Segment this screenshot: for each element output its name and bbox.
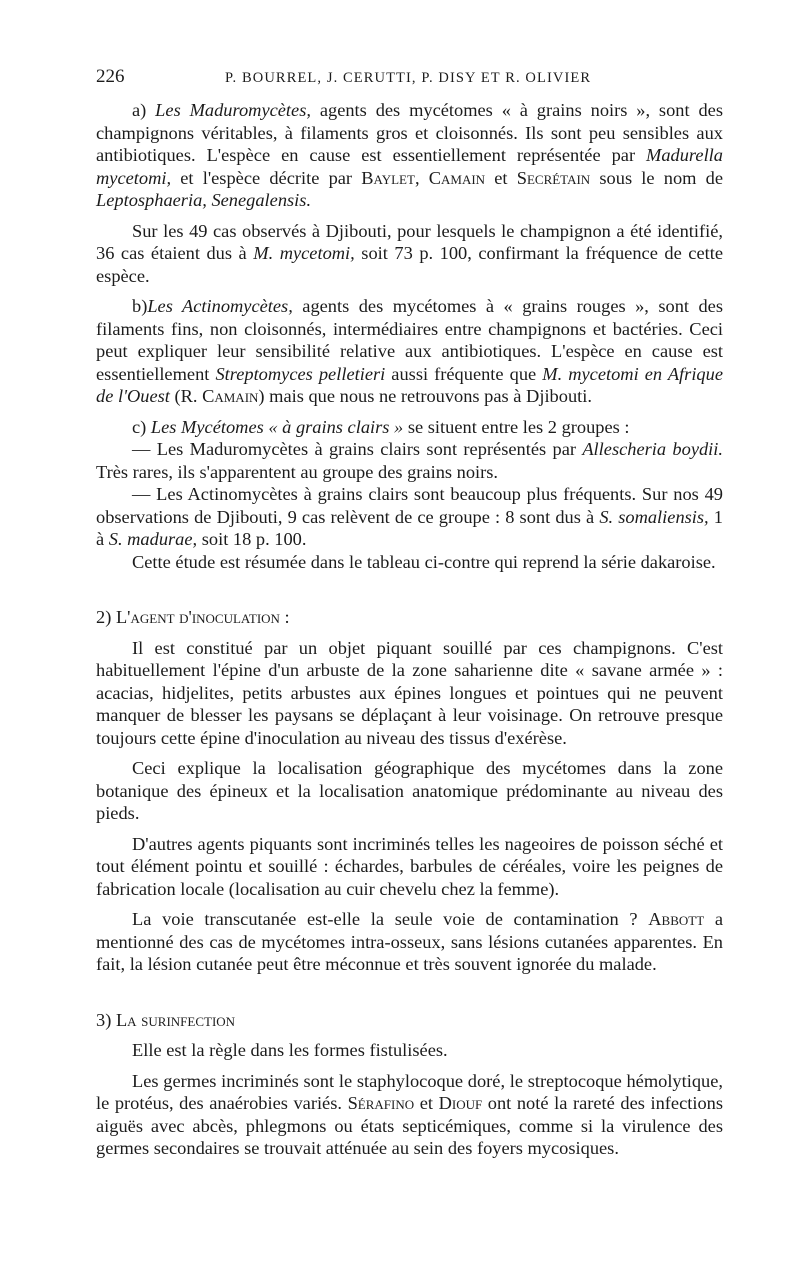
- text-run: agents des mycétomes « à grains noirs », sont des champignons véritables, à filaments gros et cloisonnés. Ils sont peu sensibles aux antibiotiques. L'espèce en cause est essentiellement représentée par: [96, 100, 723, 165]
- text-run: et: [414, 1093, 439, 1113]
- section-heading-text: L'agent d'inoculation :: [115, 607, 290, 627]
- section-heading-surinfection: [96, 1009, 723, 1032]
- text-run: aussi fréquente que: [385, 363, 543, 384]
- author-name: Diouf: [438, 1093, 483, 1113]
- paragraph-grains-clairs: [96, 416, 723, 439]
- species-name: S. madurae,: [108, 529, 198, 549]
- text-run: — Les Maduromycètes à grains clairs sont représentés par: [132, 439, 583, 459]
- section-b-title: Les Actinomycètes,: [147, 296, 293, 316]
- section-b-label: b): [132, 296, 148, 316]
- species-name: S. somaliensis,: [599, 506, 709, 527]
- author-name: Abbott: [648, 909, 705, 929]
- text-run: La voie transcutanée est-elle la seule voie de contamination ?: [132, 909, 649, 929]
- section-a-label: a): [132, 100, 147, 120]
- paragraph-summary: Cette étude est résumée dans le tableau ci-contre qui reprend la série dakaroise.: [132, 551, 716, 572]
- paragraph-maduromycetes: [96, 99, 723, 212]
- text-run: et l'espèce décrite par: [171, 167, 362, 188]
- paragraph-surinfection-1: Elle est la règle dans les formes fistulisées.: [132, 1040, 448, 1060]
- author-name: Camain: [428, 167, 486, 188]
- text-run: soit 73 p. 100, confirmant la fréquence de cette espèce.: [96, 243, 723, 286]
- text-run: agents des mycétomes à « grains rouges », sont des filaments fins, non cloisonnés, intermédiaires entre champignons et bactéries. Ceci peut expliquer leur sensibilité relative aux antibiotiques. L'espèce en cause est essentiellement: [96, 296, 723, 384]
- species-name: Streptomyces pelletieri: [215, 363, 386, 384]
- text-run: et: [485, 167, 517, 188]
- species-name: M. mycetomi en Afrique de l'Ouest: [96, 363, 723, 406]
- text-run: a mentionné des cas de mycétomes intra-osseux, sans lésions cutanées apparentes. En fait, la lésion cutanée peut être méconnue et très souvent ignorée du malade.: [96, 909, 723, 974]
- text-run: sous le nom de: [590, 167, 724, 188]
- species-name: Madurella mycetomi,: [96, 145, 723, 188]
- text-run: ) mais que nous ne retrouvons pas à Djibouti.: [258, 386, 592, 406]
- text-run: — Les Actinomycètes à grains clairs sont beaucoup plus fréquents. Sur nos 49 observations de Djibouti, 9 cas relèvent de ce groupe : 8 sont dus à: [96, 484, 723, 527]
- author-name: Camain: [202, 386, 259, 406]
- species-name: M. mycetomi,: [253, 243, 355, 263]
- section-number: 3): [96, 1009, 112, 1030]
- paragraph-inoculation-3: D'autres agents piquants sont incriminés telles les nageoires de poisson séché et tout élément pointu et souillé : échardes, barbules de céréales, voire les peignes de fabrication locale (localisation au cuir chevelu chez la femme).: [96, 833, 723, 899]
- paragraph-djibouti-cases: [96, 220, 723, 288]
- text-run: se situent entre les 2 groupes :: [403, 416, 630, 437]
- section-c-label: c): [132, 416, 147, 437]
- text-run: 1 à: [96, 506, 723, 549]
- paragraph-inoculation-2: Ceci explique la localisation géographique des mycétomes dans la zone botanique des épineux et la localisation anatomique prédominante au niveau des pieds.: [96, 758, 723, 823]
- text-run: ont noté la rareté des infections aiguës avec abcès, phlegmons ou états septicémiques, comme si la virulence des germes secondaires se trouvait atténuée au sein des foyers mycosiques.: [96, 1093, 723, 1158]
- section-a-title: Les Maduromycètes,: [155, 100, 311, 120]
- list-item-maduromycetes-clairs: [96, 438, 723, 483]
- author-name: Baylet: [361, 167, 415, 188]
- text-run: ,: [414, 167, 429, 188]
- section-number: 2): [96, 607, 112, 627]
- section-heading-inoculation: [96, 606, 723, 629]
- author-name: Secrétain: [516, 167, 591, 188]
- running-head: P. BOURREL, J. CERUTTI, P. DISY ET R. OLIVIER: [225, 70, 592, 86]
- paragraph-inoculation-4: [96, 908, 723, 976]
- section-heading-text: La surinfection: [115, 1009, 236, 1030]
- text-run: Très rares, ils s'apparentent au groupe des grains noirs.: [96, 461, 499, 482]
- author-name: Sérafino: [347, 1093, 415, 1113]
- species-name: Leptosphaeria, Senegalensis.: [96, 190, 312, 210]
- text-run: soit 18 p. 100.: [197, 529, 307, 549]
- list-item-actinomycetes-clairs: [96, 483, 723, 551]
- paragraph-actinomycetes: [96, 295, 723, 408]
- section-c-title: Les Mycétomes « à grains clairs »: [150, 416, 404, 437]
- text-run: (R.: [169, 386, 203, 406]
- text-run: Les germes incriminés sont le staphylocoque doré, le streptocoque hémolytique, le protéus, des anaérobies variés.: [96, 1070, 723, 1113]
- body-text: [96, 99, 723, 1160]
- page-number: 226: [96, 66, 125, 87]
- paragraph-inoculation-1: Il est constitué par un objet piquant souillé par ces champignons. C'est habituellement l'épine d'un arbuste de la zone saharienne dite « savane armée » : acacias, hidjelites, petits arbustes aux épines longues et pointues qui ne peuvent manquer de blesser les paysans se déplaçant à leur voisinage. On retrouve presque toujours cette épine d'inoculation au niveau des tissus d'exérèse.: [96, 637, 723, 748]
- species-name: Allescheria boydii.: [582, 439, 723, 459]
- text-run: Sur les 49 cas observés à Djibouti, pour lesquels le champignon a été identifié, 36 cas étaient dus à: [96, 220, 723, 263]
- page-header: [0, 66, 800, 96]
- paragraph-surinfection-2: [96, 1070, 723, 1160]
